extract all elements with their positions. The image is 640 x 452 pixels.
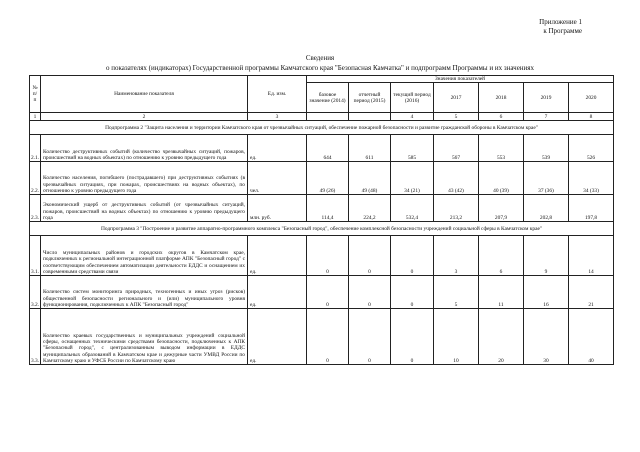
value-cell: 49 (48) <box>349 162 391 195</box>
value-cell: 553 <box>479 135 524 162</box>
row-number: 2.1. <box>30 135 41 162</box>
value-cell: 49 (26) <box>307 162 349 195</box>
value-cell: 0 <box>349 309 391 365</box>
header-2018: 2018 <box>479 83 524 113</box>
header-2019: 2019 <box>524 83 569 113</box>
value-cell: 30 <box>524 309 569 365</box>
section-title-subprogram-3: Подпрограмма 3 "Построение и развитие аппаратно-программного комплекса "Безопасный город", обеспечение комплексной безопасности учреждений социальной сферы в Камчатском крае" <box>30 222 614 236</box>
value-cell: 0 <box>391 309 434 365</box>
indicator-name: Число муниципальных районов и городских округов в Камчатском крае, подключенных к региональной интеграционной платформе АПК "Безопасный город" с соответствующим обеспечением автоматизации деятельности ЕДДС и оснащением их современными средствами связи <box>41 236 248 276</box>
header-current: текущий период (2016) <box>391 83 434 113</box>
indicator-unit: чел. <box>248 162 307 195</box>
value-cell: 224,2 <box>349 195 391 222</box>
value-cell: 0 <box>349 276 391 309</box>
column-number: 8 <box>569 113 614 121</box>
column-number: 2 <box>41 113 248 121</box>
value-cell: 114,4 <box>307 195 349 222</box>
header-report: отчетный период (2015) <box>349 83 391 113</box>
column-number: 3 <box>248 113 307 121</box>
indicator-name: Количество населения, погибшего (пострадавшего) при деструктивных событиях (в чрезвычайных ситуациях, при пожарах, происшествиях на водных объектах), по отношению к уровню предыдущего года <box>41 162 248 195</box>
row-number: 3.3. <box>30 309 41 365</box>
column-number: 5 <box>434 113 479 121</box>
value-cell: 16 <box>524 276 569 309</box>
value-cell: 34 (33) <box>569 162 614 195</box>
value-cell: 20 <box>479 309 524 365</box>
indicator-unit: ед. <box>248 236 307 276</box>
value-cell: 611 <box>349 135 391 162</box>
value-cell: 0 <box>391 236 434 276</box>
header-values-group: Значения показателей <box>307 76 614 83</box>
document-title: Сведения <box>305 54 335 62</box>
value-cell: 5 <box>434 276 479 309</box>
indicators-table <box>29 75 614 365</box>
column-number: 4 <box>391 113 434 121</box>
value-cell: 43 (42) <box>434 162 479 195</box>
value-cell: 0 <box>349 236 391 276</box>
appendix-note <box>539 18 582 36</box>
column-number: 1 <box>30 113 41 121</box>
document-subtitle: о показателях (индикаторах) Государственной программы Камчатского края "Безопасная Камчатка" и подпрограмм Программы и их значениях <box>105 64 535 72</box>
column-number: 7 <box>524 113 569 121</box>
indicator-name: Количество систем мониторинга природных, техногенных и иных угроз (рисков) общественной безопасности регионального и (или) муниципального уровня функционирования, подключенных к АПК "Безопасный город" <box>41 276 248 309</box>
value-cell: 14 <box>569 236 614 276</box>
value-cell: 40 (39) <box>479 162 524 195</box>
appendix-line-2: к Программе <box>543 27 582 35</box>
indicator-name: Количество деструктивных событий (количество чрезвычайных ситуаций, пожаров, происшествий на водных объектах) по отношению к уровню предыдущего года <box>41 135 248 162</box>
section-row <box>30 222 614 236</box>
value-cell: 644 <box>307 135 349 162</box>
table-row <box>30 195 614 222</box>
value-cell: 11 <box>479 276 524 309</box>
value-cell: 3 <box>434 236 479 276</box>
header-num: № п/п <box>30 76 41 113</box>
value-cell: 585 <box>391 135 434 162</box>
value-cell: 202,8 <box>524 195 569 222</box>
table-row <box>30 276 614 309</box>
section-row <box>30 121 614 135</box>
indicator-unit: ед. <box>248 309 307 365</box>
value-cell: 0 <box>307 236 349 276</box>
table-row <box>30 135 614 162</box>
value-cell: 10 <box>434 309 479 365</box>
value-cell: 567 <box>434 135 479 162</box>
row-number: 2.3. <box>30 195 41 222</box>
value-cell: 526 <box>569 135 614 162</box>
value-cell: 207,9 <box>479 195 524 222</box>
indicator-unit: ед. <box>248 135 307 162</box>
value-cell: 539 <box>524 135 569 162</box>
section-title-subprogram-2: Подпрограмма 2 "Защита населения и территории Камчатского края от чрезвычайных ситуаций, обеспечение пожарной безопасности и развитие гражданской обороны в Камчатском крае" <box>30 121 614 135</box>
value-cell: 6 <box>479 236 524 276</box>
column-number <box>307 113 349 121</box>
value-cell: 21 <box>569 276 614 309</box>
value-cell: 9 <box>524 236 569 276</box>
table-row <box>30 236 614 276</box>
value-cell: 0 <box>391 276 434 309</box>
table-row <box>30 309 614 365</box>
indicator-name: Экономический ущерб от деструктивных событий (от чрезвычайных ситуаций, пожаров, происшествий на водных объектах) по отношению к уровню предыдущего года <box>41 195 248 222</box>
header-2017: 2017 <box>434 83 479 113</box>
indicator-unit: млн. руб. <box>248 195 307 222</box>
row-number: 3.2. <box>30 276 41 309</box>
indicator-name: Количество краевых государственных и муниципальных учреждений социальной сферы, оснащенных техническими средствами безопасности, подключенных к АПК "Безопасный город", с централизованным выводом информации в ЕДДС муниципальных образований в Камчатском крае и дежурные части УМВД России по Камчатскому краю и УФСБ России по Камчатскому краю <box>41 309 248 365</box>
indicator-unit: ед. <box>248 276 307 309</box>
header-name: Наименование показателя <box>41 76 248 113</box>
value-cell: 34 (21) <box>391 162 434 195</box>
column-number-row <box>30 113 614 121</box>
value-cell: 40 <box>569 309 614 365</box>
header-2020: 2020 <box>569 83 614 113</box>
column-number: 6 <box>479 113 524 121</box>
value-cell: 213,2 <box>434 195 479 222</box>
value-cell: 0 <box>307 276 349 309</box>
value-cell: 0 <box>307 309 349 365</box>
column-number <box>349 113 391 121</box>
row-number: 3.1. <box>30 236 41 276</box>
header-unit: Ед. изм. <box>248 76 307 113</box>
header-base: базовое значение (2014) <box>307 83 349 113</box>
value-cell: 197,8 <box>569 195 614 222</box>
value-cell: 37 (36) <box>524 162 569 195</box>
table-row <box>30 162 614 195</box>
value-cell: 532,4 <box>391 195 434 222</box>
row-number: 2.2. <box>30 162 41 195</box>
appendix-line-1: Приложение 1 <box>539 18 582 26</box>
